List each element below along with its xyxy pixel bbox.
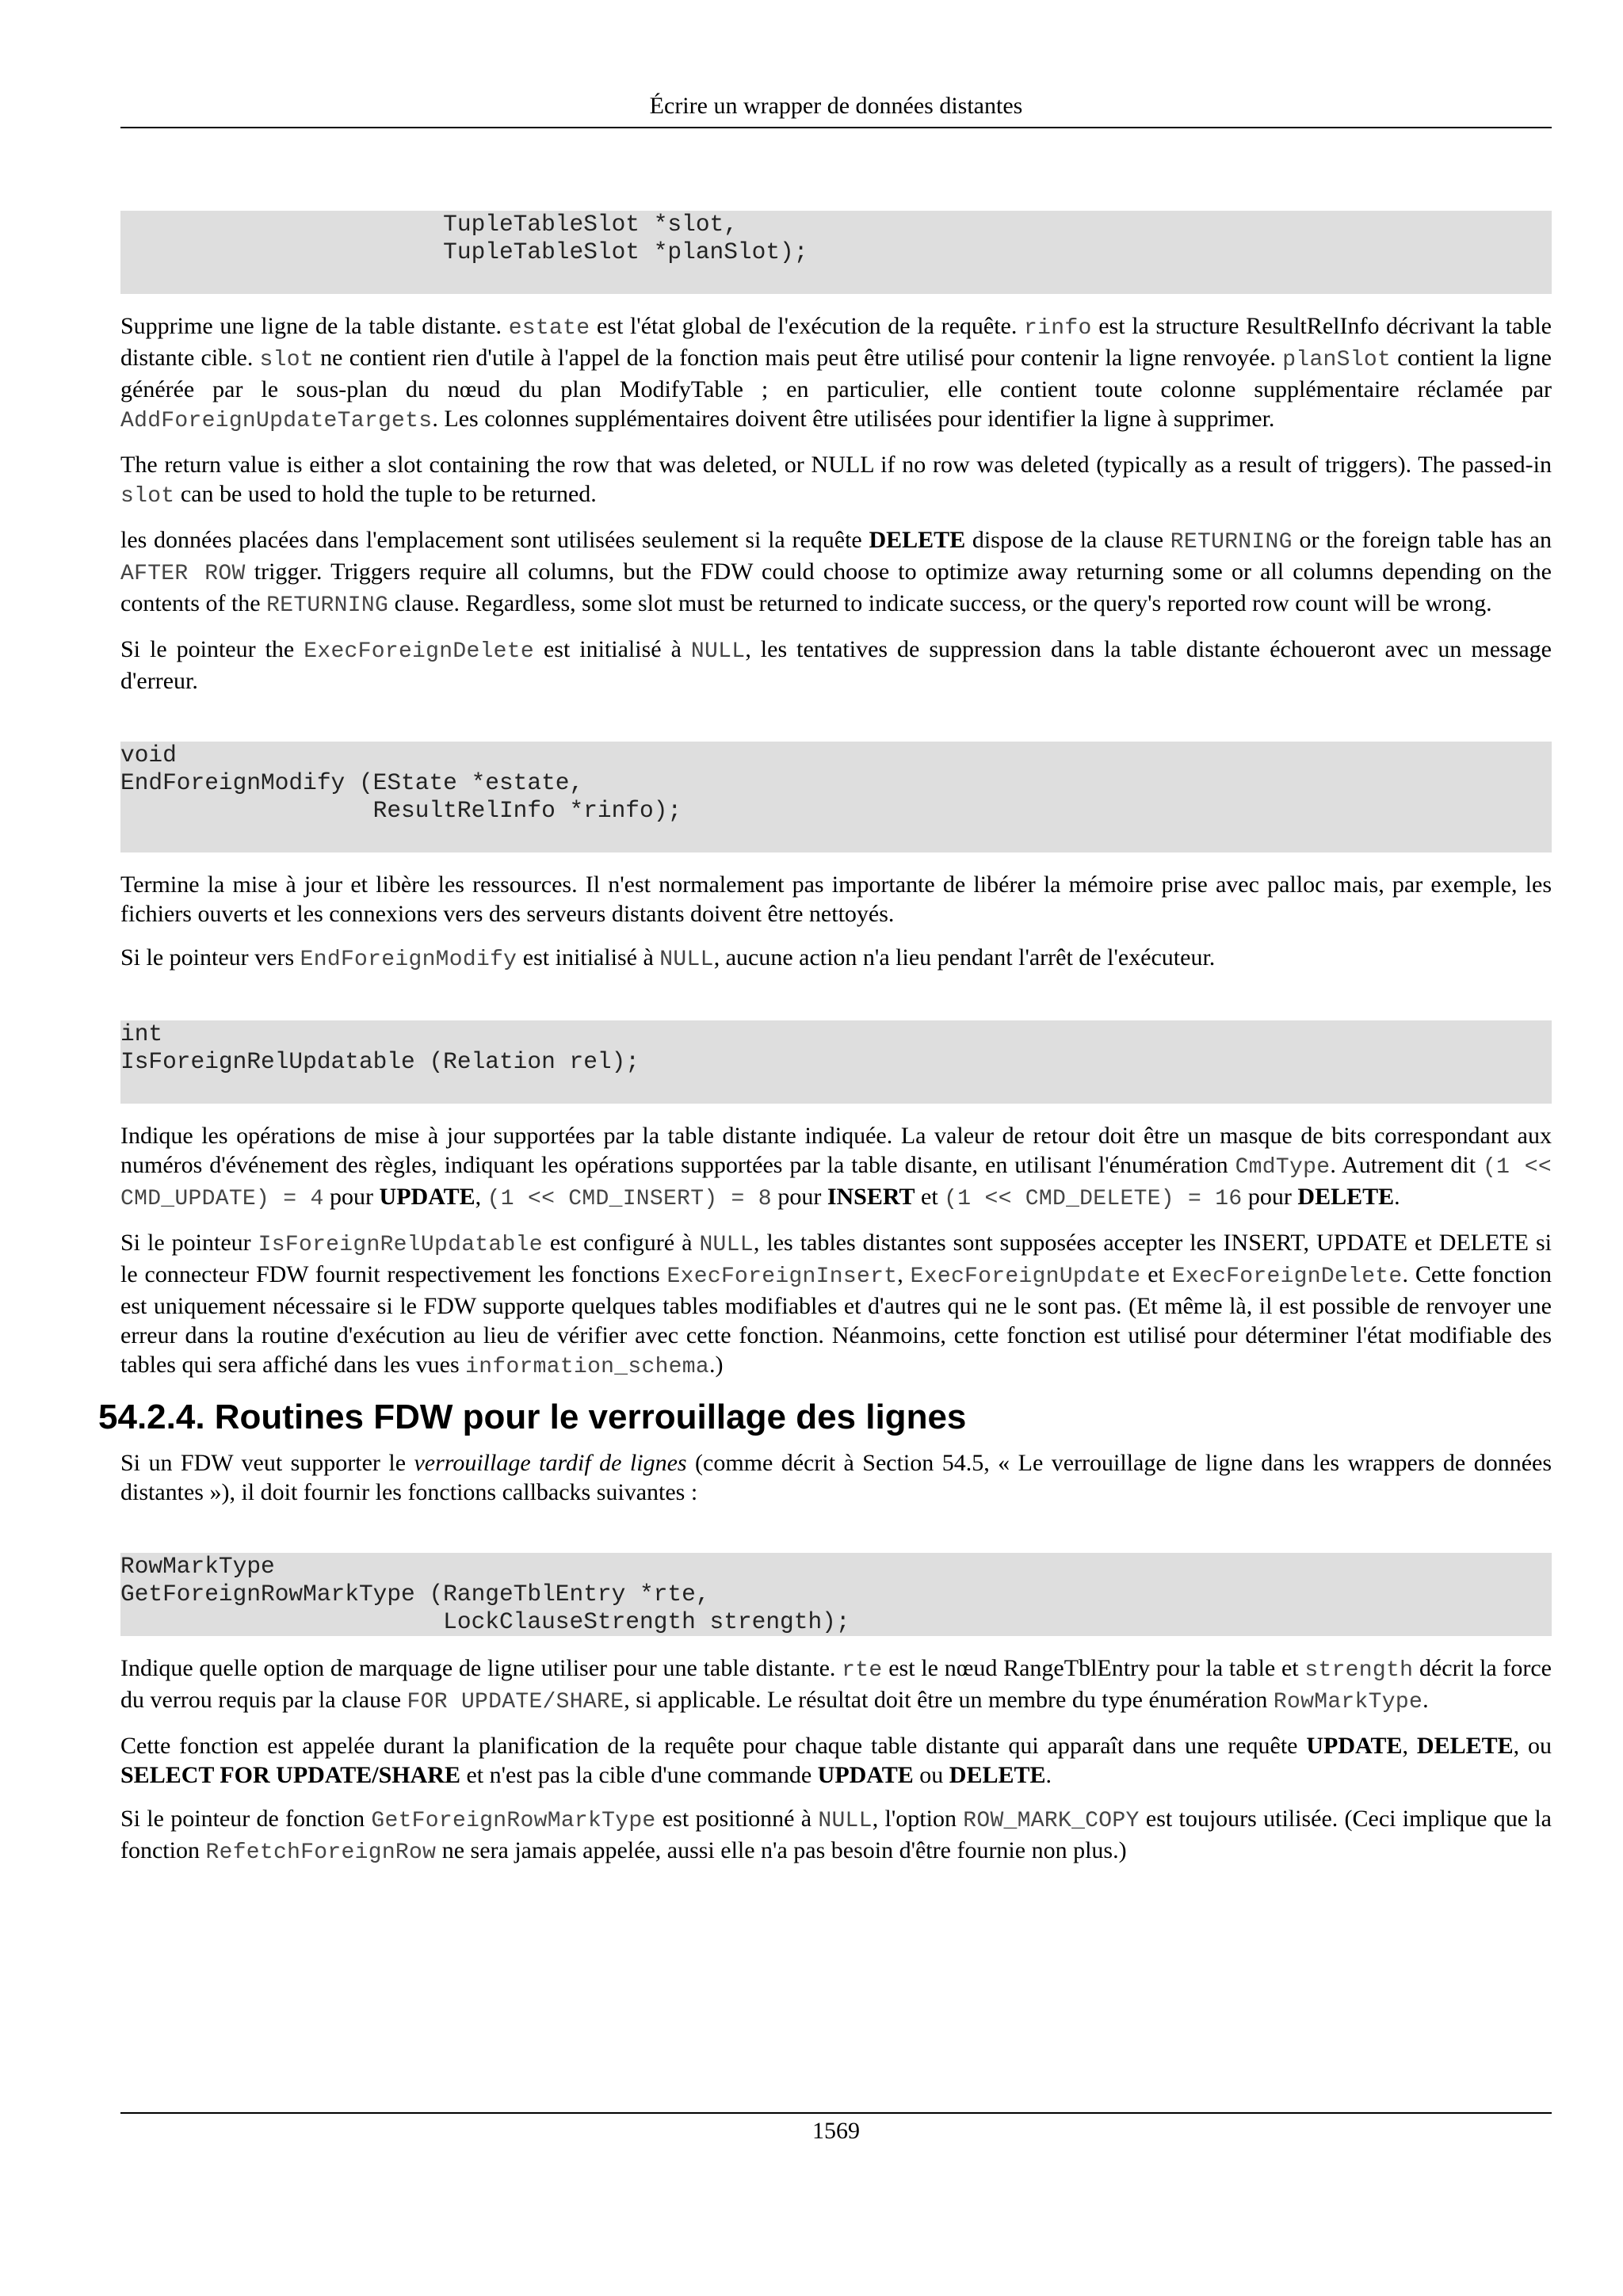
text-run: est toujours utilisée. (Ceci implique que la fonction [120,1806,1552,1863]
bold-keyword: UPDATE [379,1184,475,1210]
inline-code: NULL [818,1809,873,1833]
inline-code: ExecForeignDelete [304,639,534,664]
code-line: TupleTableSlot *planSlot); [120,238,808,265]
paragraph-row-mark-type-null [120,1804,1552,1867]
text-run: . Cette fonction est uniquement nécessaire si le FDW supporte quelques tables modifiables et d'autres qui ne le sont pas. (Et même là, il est possible de renvoyer une erreur dans la routine d'exécution au lieu de vérifier avec cette fonction. Néanmoins, cette fonction est utilisé pour déterminer l'état modifiable des tables qui sera affiché dans les vues [120,1261,1552,1378]
code-line: LockClauseStrength strength); [120,1608,850,1635]
text-run: (comme décrit à Section 54.5, « Le verrouillage de ligne dans les wrappers de données distantes »), il doit fournir les fonctions callbacks suivantes : [120,1450,1552,1505]
text-run: Si le pointeur the [120,636,304,662]
text-run: pour [771,1184,827,1210]
text-run: or the foreign table has an [1292,527,1552,553]
spacer [120,989,1552,1020]
inline-code: ExecForeignUpdate [910,1264,1141,1289]
text-run: est l'état global de l'exécution de la requête. [590,313,1025,339]
inline-code: EndForeignModify [300,948,517,972]
text-run: et n'est pas la cible d'une commande [460,1762,818,1788]
text-run: , aucune action n'a lieu pendant l'arrêt de l'exécuteur. [713,944,1216,971]
inline-code: slot [120,484,175,509]
inline-code: strength [1304,1658,1414,1683]
inline-code: planSlot [1282,348,1392,372]
text-run: contient la ligne générée par le sous-plan du nœud du plan ModifyTable ; en particulier, elle contient toute colonne supplémentaire réclamée par [120,345,1552,402]
code-line: ResultRelInfo *rinfo); [120,797,682,824]
spacer [120,710,1552,742]
text-run: Si le pointeur de fonction [120,1806,372,1832]
text-run: est la structure ResultRelInfo décrivant la table distante cible. [120,313,1552,371]
text-run: est le nœud RangeTblEntry pour la table et [882,1655,1305,1681]
code-line: EndForeignModify (EState *estate, [120,769,584,796]
text-run: les données placées dans l'emplacement sont utilisées seulement si la requête [120,527,869,553]
inline-code: estate [508,316,590,341]
inline-code: FOR UPDATE/SHARE [407,1690,624,1714]
code-block-get-foreign-row-mark-type [120,1553,1552,1636]
header-divider [120,127,1552,128]
inline-code: ExecForeignInsert [666,1264,898,1289]
paragraph-exec-foreign-delete-null [120,635,1552,696]
text-run: est configuré à [542,1230,700,1256]
bold-keyword: DELETE [869,527,966,553]
text-run: pour [1242,1184,1298,1210]
text-run: Si le pointeur [120,1230,258,1256]
running-header: Écrire un wrapper de données distantes [649,93,1023,119]
code-line: GetForeignRowMarkType (RangeTblEntry *rte, [120,1581,710,1608]
code-line-blank [120,825,1552,852]
code-line-blank [120,266,1552,294]
text-run: pour [323,1184,380,1210]
inline-code: NULL [690,639,746,664]
inline-code: (1 << CMD_UPDATE) = 4 [120,1155,1552,1211]
text-run: .) [709,1352,724,1378]
text-run: The return value is either a slot containing the row that was deleted, or NULL if no row was deleted (typically as a result of triggers). The passed-in [120,452,1552,478]
code-line: IsForeignRelUpdatable (Relation rel); [120,1048,640,1075]
inline-code: rinfo [1024,316,1092,341]
paragraph-is-foreign-rel-updatable-description [120,1121,1552,1214]
text-run: est initialisé à [517,944,660,971]
text-run: , [1402,1733,1417,1759]
inline-code: (1 << CMD_DELETE) = 16 [944,1187,1243,1211]
text-run: décrit la force du verrou requis par la clause [120,1655,1552,1713]
text-run: . [1394,1184,1400,1210]
text-run: , les tentatives de suppression dans la table distante échoueront avec un message d'erreur. [120,636,1552,694]
inline-code: rte [842,1658,883,1683]
paragraph-delete-description [120,311,1552,436]
code-line-blank [120,1076,1552,1104]
text-run: . Autrement dit [1330,1152,1484,1178]
paragraph-end-foreign-modify-null [120,943,1552,974]
text-run: Indique quelle option de marquage de ligne utiliser pour une table distante. [120,1655,842,1681]
text-run: est positionné à [655,1806,819,1832]
bold-keyword: DELETE [1297,1184,1395,1210]
page-number: 1569 [812,2118,860,2144]
footer-divider [120,2112,1552,2114]
inline-code: GetForeignRowMarkType [371,1809,656,1833]
text-run: ne sera jamais appelée, aussi elle n'a pas besoin d'être fournie non plus.) [436,1837,1127,1863]
inline-code: ExecForeignDelete [1171,1264,1403,1289]
text-run: Cette fonction est appelée durant la planification de la requête pour chaque table distante qui apparaît dans une requête [120,1733,1307,1759]
inline-code: RETURNING [266,593,389,618]
text-run: ou [913,1762,949,1788]
text-run: , [897,1261,911,1287]
text-run: ne contient rien d'utile à l'appel de la fonction mais peut être utilisé pour contenir la ligne renvoyée. [313,345,1283,371]
inline-code: ROW_MARK_COPY [963,1809,1140,1833]
page-content [98,211,1552,1882]
code-block-exec-foreign-delete-tail [120,211,1552,294]
spacer [120,1521,1552,1553]
bold-keyword: UPDATE [817,1762,914,1788]
text-run: Supprime une ligne de la table distante. [120,313,509,339]
inline-code: RETURNING [1170,530,1293,555]
inline-code: RefetchForeignRow [205,1840,437,1865]
section-heading: 54.2.4. Routines FDW pour le verrouillage des lignes [98,1398,967,1436]
code-line: RowMarkType [120,1553,275,1580]
inline-code: (1 << CMD_INSERT) = 8 [487,1187,772,1211]
inline-code: information_schema [465,1355,709,1379]
paragraph-returning-clause [120,525,1552,620]
code-line: int [120,1020,163,1047]
paragraph-row-mark-type-description [120,1653,1552,1717]
bold-keyword: DELETE [1416,1733,1514,1759]
text-run: Termine la mise à jour et libère les ressources. Il n'est normalement pas importante de libérer la mémoire prise avec palloc mais, par exemple, les fichiers ouverts et les connexions vers des serveurs distants doivent être nettoyés. [120,871,1552,927]
code-block-end-foreign-modify [120,742,1552,852]
inline-code: slot [259,348,314,372]
bold-keyword: UPDATE [1306,1733,1403,1759]
code-line: void [120,742,177,769]
text-run: et [1140,1261,1172,1287]
inline-code: NULL [659,948,714,972]
text-run: . [1045,1762,1052,1788]
text-run: , si applicable. Le résultat doit être un membre du type énumération [624,1687,1274,1713]
text-run: trigger. Triggers require all columns, but the FDW could choose to optimize away returning some or all columns depending on the contents of the [120,559,1552,616]
text-run: , les tables distantes sont supposées accepter les INSERT, UPDATE et DELETE si le connecteur FDW fournit respectivement les fonctions [120,1230,1552,1287]
bold-keyword: SELECT FOR UPDATE/SHARE [120,1762,460,1788]
inline-code: NULL [699,1233,754,1257]
paragraph-row-mark-type-when-called [120,1731,1552,1790]
italic-term: verrouillage tardif de lignes [414,1450,687,1476]
text-run: can be used to hold the tuple to be returned. [174,481,597,507]
text-run: , ou [1513,1733,1552,1759]
inline-code: RowMarkType [1273,1690,1423,1714]
inline-code: AFTER ROW [120,562,246,586]
bold-keyword: INSERT [827,1184,915,1210]
code-block-is-foreign-rel-updatable [120,1020,1552,1104]
text-run: , l'option [872,1806,964,1832]
text-run: . Les colonnes supplémentaires doivent être utilisées pour identifier la ligne à supprimer. [432,406,1275,432]
text-run: est initialisé à [533,636,691,662]
paragraph-return-value [120,450,1552,511]
text-run: . [1423,1687,1429,1713]
text-run: et [915,1184,945,1210]
bold-keyword: DELETE [949,1762,1046,1788]
text-run: Indique les opérations de mise à jour supportées par la table distante indiquée. La valeur de retour doit être un masque de bits correspondant aux numéros d'événement des règles, indiquant les opérations supportées par la table disante, en utilisant l'énumération [120,1123,1552,1178]
text-run: dispose de la clause [965,527,1170,553]
text-run: Si un FDW veut supporter le [120,1450,414,1476]
paragraph-row-locking-intro [120,1448,1552,1507]
inline-code: CmdType [1235,1155,1331,1180]
text-run: Si le pointeur vers [120,944,300,971]
code-line: TupleTableSlot *slot, [120,211,738,238]
text-run: , [475,1184,487,1210]
text-run: clause. Regardless, some slot must be returned to indicate success, or the query's reported row count will be wrong. [388,590,1492,616]
paragraph-is-foreign-rel-updatable-null [120,1228,1552,1382]
inline-code: AddForeignUpdateTargets [120,409,433,433]
paragraph-end-foreign-modify-description [120,870,1552,929]
inline-code: IsForeignRelUpdatable [258,1233,543,1257]
